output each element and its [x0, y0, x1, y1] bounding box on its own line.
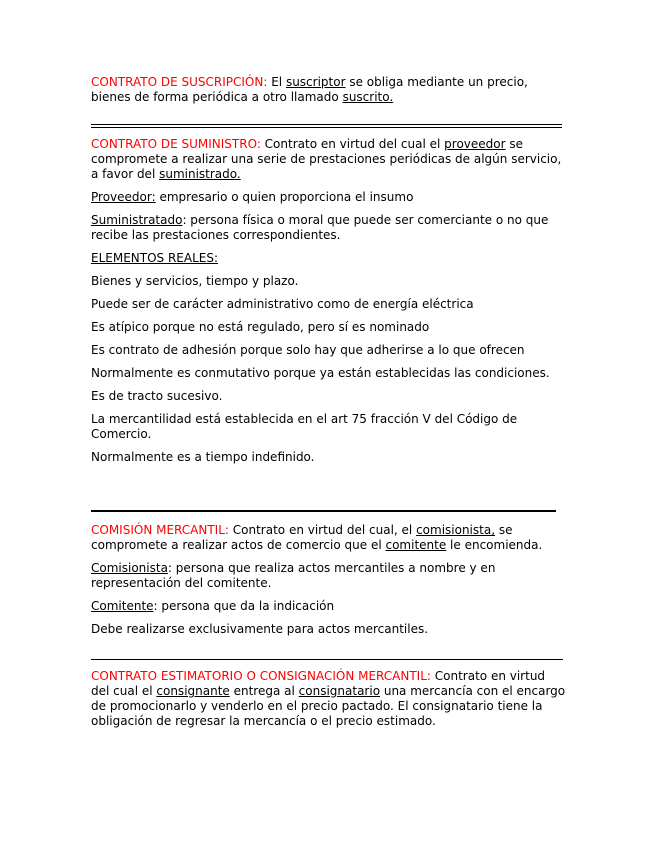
- comision-heading: COMISIÓN MERCANTIL:: [91, 523, 229, 537]
- term-comitente: comitente: [385, 538, 447, 552]
- term-consignatario: consignatario: [298, 684, 381, 698]
- estimatorio-paragraph: [91, 669, 567, 729]
- comision-note: Debe realizarse exclusivamente para actos mercantiles.: [91, 622, 429, 636]
- term-consignante: consignante: [156, 684, 230, 698]
- definition-text: : persona que da la indicación: [153, 599, 335, 613]
- text-fragment: Contrato en virtud del cual el: [91, 669, 546, 698]
- proveedor-term: Proveedor:: [91, 190, 156, 204]
- comisionista-term: Comisionista: [91, 561, 168, 575]
- text-fragment: Contrato en virtud del cual el: [260, 137, 445, 151]
- term-proveedor: proveedor: [444, 137, 506, 151]
- list-item: Normalmente es a tiempo indefinido.: [91, 450, 315, 464]
- list-item: Normalmente es conmutativo porque ya están establecidas las condiciones.: [91, 366, 550, 380]
- term-comisionista: comisionista,: [416, 523, 496, 537]
- definition-text: empresario o quien proporciona el insumo: [155, 190, 414, 204]
- suministro-paragraph: [91, 137, 567, 182]
- definition-text: : persona física o moral que puede ser comerciante o no que recibe las prestaciones correspondientes.: [91, 213, 549, 242]
- definition-text: : persona que realiza actos mercantiles a nombre y en representación del comitente.: [91, 561, 496, 590]
- divider-thin: [91, 659, 563, 660]
- comision-paragraph: [91, 523, 567, 553]
- comitente-definition: [91, 599, 567, 614]
- text-fragment: entrega al: [229, 684, 299, 698]
- list-item: Es atípico porque no está regulado, pero sí es nominado: [91, 320, 430, 334]
- list-item: La mercantilidad está establecida en el art 75 fracción V del Código de Comercio.: [91, 412, 518, 441]
- text-fragment: Contrato en virtud del cual, el: [228, 523, 417, 537]
- text-fragment: El: [267, 75, 286, 89]
- section-suscripcion: [91, 75, 567, 113]
- text-fragment: le encomienda.: [446, 538, 543, 552]
- comitente-term: Comitente: [91, 599, 154, 613]
- proveedor-definition: [91, 190, 567, 205]
- term-suscrito: suscrito.: [342, 90, 394, 104]
- section-comision: [91, 523, 567, 645]
- suministrado-term: Suministratado: [91, 213, 183, 227]
- elementos-label: ELEMENTOS REALES:: [91, 251, 219, 265]
- comisionista-definition: [91, 561, 567, 591]
- suministrado-definition: [91, 213, 567, 243]
- term-suscriptor: suscriptor: [285, 75, 346, 89]
- divider-thick: [91, 510, 556, 512]
- text-fragment: se obliga mediante un precio, bienes de forma periódica a otro llamado: [91, 75, 528, 104]
- suministro-heading: CONTRATO DE SUMINISTRO:: [91, 137, 261, 151]
- list-item: Puede ser de carácter administrativo como de energía eléctrica: [91, 297, 474, 311]
- text-fragment: una mercancía con el encargo de promocionarlo y venderlo en el precio pactado. El consignatario tiene la obligación de regresar la mercancía o el precio estimado.: [91, 684, 566, 728]
- estimatorio-heading: CONTRATO ESTIMATORIO O CONSIGNACIÓN MERCANTIL:: [91, 669, 431, 683]
- text-fragment: se compromete a realizar una serie de prestaciones periódicas de algún servicio, a favor del: [91, 137, 562, 181]
- list-item: Es de tracto sucesivo.: [91, 389, 223, 403]
- suscripcion-paragraph: [91, 75, 567, 105]
- term-suministrado: suministrado.: [159, 167, 241, 181]
- section-suministro: [91, 137, 567, 473]
- divider-double-top: [91, 124, 562, 125]
- list-item: Bienes y servicios, tiempo y plazo.: [91, 274, 299, 288]
- suscripcion-heading: CONTRATO DE SUSCRIPCIÓN:: [91, 75, 268, 89]
- section-estimatorio: [91, 669, 567, 737]
- list-item: Es contrato de adhesión porque solo hay que adherirse a lo que ofrecen: [91, 343, 525, 357]
- divider-double-bottom: [91, 127, 562, 128]
- text-fragment: se compromete a realizar actos de comercio que el: [91, 523, 513, 552]
